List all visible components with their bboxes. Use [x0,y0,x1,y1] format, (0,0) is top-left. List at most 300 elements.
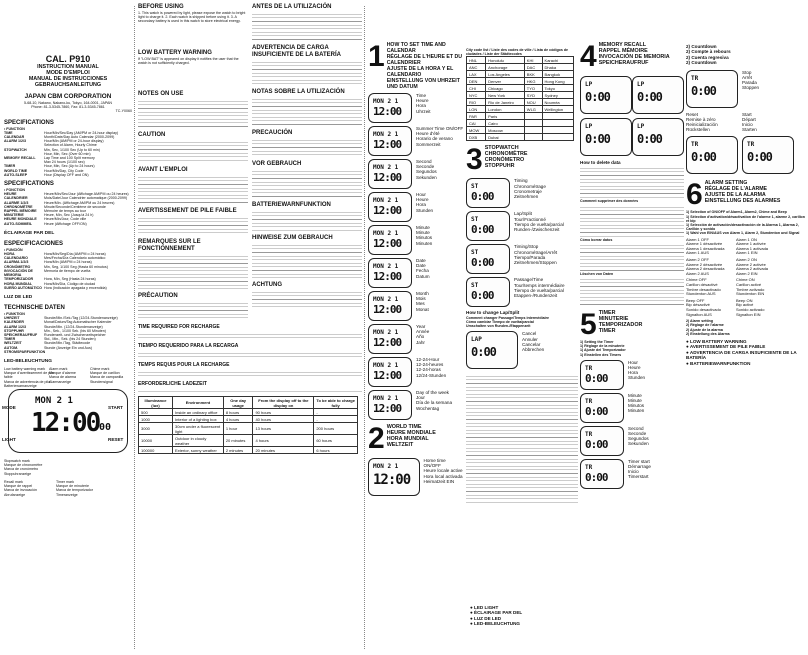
specs-de-light: LED-BELEUCHTUNG [4,358,52,364]
section-2-number: 2 [368,422,385,455]
label: Chronométrage/Arrêt [514,249,558,255]
city-cell: Nouméa [542,99,573,106]
label: Datum [416,273,430,279]
table-cell: Inside an ordinary office [173,409,224,416]
spec-label: MEMORY RECALL [4,156,36,161]
text-block [252,168,362,198]
spec-value: Stunde (Anzeige Ein und Aus) [44,345,92,350]
table-cell: 10000 [139,435,173,447]
table-cell: - [314,409,358,416]
city-row [467,64,574,71]
lcd-top: MON 2 1 [373,197,399,204]
before-using-text: 1. This watch is powered by light, please expose the watch to bright light to charge it. 2. Each watch is shipped before using it. 3. A secondary battery is used in this watch to store electrical energy. [138,11,246,24]
achtung-title: ACHTUNG [252,282,282,288]
company-name: JAPAN CBM CORPORATION [24,93,112,100]
table-row [139,416,358,423]
table-cell: 1 hour [223,423,253,435]
spec-value: Selection of Alarm, Hourly Chime [44,143,97,148]
label: Zeitnehmen/Stoppen [514,260,557,266]
label: Date [416,263,426,269]
stop-labels [742,70,759,108]
label: Timing/Stop [514,244,539,250]
label: Second [628,425,644,431]
sec5-title-es: TEMPORIZADOR [598,322,643,329]
city-cell: LON [467,106,486,113]
city-cell: DAC [524,64,542,71]
city-row [467,85,574,92]
lcd-main: 12:00 [373,336,402,349]
vor-title: VOR GEBRAUCH [252,161,302,167]
spec-row [4,173,132,177]
label: Heure [416,98,429,104]
city-row [467,71,574,78]
table-cell: 30cm under a fluorescent light [173,423,224,435]
text-block [138,350,362,358]
spec-label: KALENDER [4,320,24,325]
label-chime-es: Marca de campanilla [90,375,124,380]
spec-value: Mois/Date/Jour Calendrier automatique (2000-2099) [44,196,128,201]
column-section-4-5 [580,0,684,655]
text-block [252,289,362,309]
label: Tour/temps intermédiaire [514,282,565,288]
spec-value: Stunde/Min./Sek./Tag (12/24-Stundenanzeige) [44,316,118,321]
city-row [467,120,574,127]
step-labels [514,277,565,307]
spec-label: TIME [4,130,13,135]
label-alarm-fr: Marque d'alarme [49,371,76,376]
city-cell: NOU [524,99,542,106]
lcd-world-time [368,458,420,496]
lcd-top: MON 2 1 [373,329,399,336]
mode-button[interactable]: MODE [2,404,16,410]
city-cell: Tokyo [542,85,573,92]
lap-title-fr: Comment changer Passage/Temps intermédiaire [466,315,550,320]
spec-row [4,346,132,354]
lcd-memory: LP 0:00 [632,118,684,156]
countdown-de: 2) Countdown [686,60,717,66]
section-3-number: 3 [466,143,483,177]
lcd-step [466,211,578,241]
text-block [138,369,362,377]
sec3-title-de: STOPPUHR [484,163,515,170]
city-cell: LAX [467,71,486,78]
lcd-top: TR [585,430,593,438]
text-block [138,139,248,163]
text-block [138,388,362,394]
city-cell: Wellington [542,106,573,113]
start-labels [742,112,757,133]
lcd-countdown: TR 0:00 [686,70,738,108]
start-button[interactable]: START [108,404,123,410]
lcd-step [580,360,684,390]
lcd-top: MON 2 1 [373,98,399,105]
lcd-display [368,192,412,222]
alarm-off-labels [686,238,734,256]
label: Stunden [416,207,434,213]
lcd-memory: LP 0:00 [580,76,632,114]
alarm-off-labels [686,258,734,276]
sec3-title-es: CRONÓMETRO [484,157,525,164]
label: Chime OFF [686,277,707,283]
label: Parada [742,80,757,86]
light-button[interactable]: LIGHT [2,436,16,442]
specs-de-list [4,312,132,354]
precaution-title: PRÉCAUTION [138,293,178,300]
alarm-off-labels [686,299,734,317]
label: Alarm 2 AUS [686,270,709,276]
label: 12-24-horas [416,367,441,373]
spec-value: Min, Sec, 1/100 Sec (Up to 60 min) [44,147,100,152]
lcd-step [368,291,464,321]
city-cell: New York [486,92,525,99]
led-es: ● LUZ DE LED [470,615,502,621]
led-fr: ● ÉCLAIRAGE PAR DEL [470,610,523,616]
company-phone: Phone: 81-3-5345-7860, Fax: 81-3-5345-7861 [31,105,105,110]
city-cell: NYC [467,92,486,99]
label: Minute [628,392,642,398]
lap-title: How to change Lap/Split [466,310,520,316]
table-cell: 8 hours [223,409,253,416]
lcd-display [580,459,624,489]
label: Etappen-/Rundenzeit [514,293,558,299]
text-block [138,98,248,128]
label: Départ [742,116,756,122]
city-cell: KHI [524,57,542,64]
label: Bip activé [736,302,754,308]
alarm-step-de: 1) Wahl von EIN/AUS von Alarm 1, Alarm 2, Stundenton und Signal [686,231,800,236]
section-4-number: 4 [580,40,597,73]
label: Hour [416,192,426,197]
alarm-off-labels [686,278,734,296]
spec-value: Hour/Min (AM/PM or 24-hour display) [44,139,104,144]
precaucion-title: PRECAUCIÓN [252,130,293,136]
lcd-memory: LP 0:00 [632,76,684,114]
title-es: MANUAL DE INSTRUCCIONES [28,76,108,82]
table-row [139,423,358,435]
spec-label: ALARME 1/2/3 [4,200,29,205]
warning-en: ● LOW BATTERY WARNING [686,338,747,344]
countdown-en: 2) Countdown [686,44,717,49]
label: Time [416,93,427,98]
step-labels [416,126,463,156]
label-chime-fr: Marque de carillon [90,371,120,376]
spec-value: Hora/Min/Día, Código de ciudad [44,281,96,286]
label: Signalton EIN [736,311,761,317]
label: Alarma 1 activada [736,245,769,251]
label: Timbre desactivado [686,286,721,292]
spec-label: INVOCACIÓN DE MEMORIA [4,268,33,278]
label: Stop [742,69,752,75]
city-row [467,134,574,141]
label: Hour [628,359,638,365]
label: Runden-/Zwischenzeit [514,227,560,233]
lap-title-de: Umschalten von Runden-/Etappenzeit [466,324,531,329]
sec6-title-fr: RÉGLAGE DE L'ALARME [704,186,768,193]
spec-label: AUTO-SLEEP [4,172,28,177]
sec1-title-en: HOW TO SET TIME AND CALENDAR [386,42,446,54]
label: Alarma 1 desactivada [686,245,725,251]
step-labels [416,93,431,123]
label: Carillon désactivé [686,282,718,287]
delete-title-es: Cómo borrar datos [580,237,613,242]
label: Sekunden [416,174,437,180]
lcd-main: 0:00 [585,437,608,451]
label: Cancel [522,331,537,337]
label: Inicio [742,122,753,128]
label: Signalton AUS [686,311,712,317]
table-cell: Exterior, sunny weather [173,447,224,454]
alarm-on-labels [736,258,768,276]
spec-label: CHRONOMÈTRE [4,204,33,209]
sec2-title-de: WELTZEIT [386,442,414,448]
step-labels [416,324,429,354]
city-cell: Los Angeles [486,71,525,78]
table-cell: 1000 [139,416,173,423]
lcd-top: ST [471,282,479,290]
table-header-cell: Environment [173,397,224,409]
text-block [252,59,362,85]
label-alarm-de: Alarmanzeige [49,379,71,384]
sec5-title-de: TIMER [598,328,616,335]
led-de: ● LED-BELEUCHTUNG [470,621,520,627]
notes-title: NOTES ON USE [138,91,184,98]
table-cell: 60 hours [314,435,358,447]
spec-label: RAPPEL MÉMOIRE [4,209,37,214]
spec-value: Hora/Min/Seg/Día (AM/PM o 24 horas) [44,252,106,257]
warning-es: ● ADVERTENCIA DE CARGA INSUFICIENTE DE LA BATERÍA [686,349,797,361]
spec-label: • FONCTION [4,188,26,193]
label-stopwatch-es: Marca de cronómetro [4,467,39,472]
label-timer-de: Timeranzeige [56,492,78,497]
label: Alarme 2 désactivée [686,261,723,267]
spec-value: Month/Date/Day Auto Calendar (2000-2099) [44,135,115,140]
lcd-main: 12:00 [373,270,402,283]
spec-label: • FUNKTION [4,311,25,316]
time-recharge-title: TIME REQUIRED FOR RECHARGE [138,324,220,331]
section-1-number: 1 [368,40,385,73]
model-title [4,54,132,114]
label: Heure [628,365,641,371]
label: Sekunden [628,441,649,447]
lcd-top: MON 2 1 [373,263,399,270]
label: Seconde [628,431,647,437]
lcd-main: 12:00 [373,204,402,217]
lcd-step [368,192,464,222]
sec1-title-de: EINSTELLUNG VON UHRZEIT UND DATUM [386,78,460,90]
sec6-title-en: ALARM SETTING [704,180,748,187]
label: Alarme 2 activée [736,261,766,267]
recharge-table-header [139,397,358,409]
reset-button[interactable]: RESET [108,436,124,442]
spec-label: • FUNCTION [4,126,25,131]
label: Seconde [416,164,435,170]
text-block [138,174,248,204]
advertencia-title: ADVERTENCIA DE CARGA INSUFICIENTE DE LA BATERÍA [252,45,342,58]
spec-label: STOPPUHR [4,328,24,333]
warning-de: ● BATTERIEWARNFUNKTION [686,360,751,366]
label-timer-fr: Marque de minuterie [56,484,89,489]
label: Alarme 1 désactivée [686,241,723,247]
label-recall-de: Abrufanzeige [4,492,26,497]
lcd-step [466,178,578,208]
spec-value: Hour/Min/Sec/Day (AM/PM or 24-hour display) [44,130,119,135]
lcd-main: 12:00 [373,105,402,118]
alarm-on-labels [736,299,764,317]
lcd-step [580,393,684,423]
lcd-main: 12:00 [373,303,402,316]
city-cell: PAR [467,113,486,120]
column-specs [4,0,132,655]
label: Minutos [628,403,645,409]
divider [134,6,135,649]
delete-title-de: Löschen von Daten [580,271,614,276]
lcd-main: 12:00 [373,171,402,184]
remarques-title: REMARQUES SUR LE FONCTIONNEMENT [138,239,201,253]
lcd-display [368,291,412,321]
label-stopwatch-de: Stoppuhranzeige [4,471,32,476]
table-cell: 6 hours [314,447,358,454]
model-number: CAL. P910 [45,54,91,64]
label-recall-en: Recall mark [4,479,23,484]
spec-label: UHRZEIT [4,316,20,321]
label: Heure d'été [416,131,440,137]
spec-label: AUTO-SOMMEIL [4,221,33,226]
title-de: GEBRAUCHSANLEITUNG [34,82,102,88]
step-labels [416,390,452,420]
doc-code: TC-Y0060 [115,109,132,114]
lcd-display [580,360,624,390]
notes-left [138,0,248,320]
city-cell: Honolulu [486,57,525,64]
lcd-display [466,178,510,208]
label: Timer start [628,458,650,464]
label: Bip désactivé [686,302,710,308]
text-block [252,137,362,157]
lcd-main: 0:00 [471,289,494,303]
spec-value: Heure, Min, Sec (Jusqu'à 24 h) [44,213,94,218]
label: Start [742,111,752,117]
column-section-3 [466,0,578,655]
step-labels [416,159,437,189]
text-block [252,209,362,231]
lap-text-block [466,373,578,503]
label: Cronometraje [514,188,542,194]
label-timer-en: Timer mark [56,479,75,484]
spec-label: WORLD TIME [4,168,28,173]
lcd-display [368,159,412,189]
city-cell: TYO [524,85,542,92]
lcd-step [466,277,578,307]
spec-label: ALARM 1/2/3 [4,324,26,329]
alarm2-en: 2) Alarm setting [686,319,714,324]
specs-de-title: TECHNISCHE DATEN [4,304,65,311]
city-cell: Moscow [486,127,525,134]
spec-value: Heure/Min/Sec/Jour (Affichage AM/PM ou 24 heures) [44,192,129,197]
watch-lcd-main: 12:00 [31,407,100,438]
table-header-cell: Illuminance (lux) [139,397,173,409]
spec-value: Hour, Min, Sec (Over 60 min) [44,151,91,156]
lcd-display [580,426,624,456]
lcd-display [466,211,510,241]
sec4-title-en: MEMORY RECALL [598,42,647,48]
sec4-title-fr: RAPPEL MÉMOIRE [598,48,648,54]
label: Sonido activado [736,306,765,312]
table-cell: 2 minutes [223,447,253,454]
city-cell: SYD [524,92,542,99]
spec-value: Std., Min., Sek. (bis 24 Stunden) [44,337,96,342]
alarm-on-labels [736,278,764,296]
spec-value: Max 24 hours (1/100 sec) [44,160,85,165]
lcd-main: 12:00 [373,369,402,382]
label-alarm-es: Marca de alarma [49,375,76,380]
step-labels [628,426,649,456]
city-cell: CHI [467,85,486,92]
text-block [580,165,684,199]
spec-label: AUTOM. STROMSPARFUNKTION [4,345,46,354]
lap-title-es: Cómo cambiar Tiempo de vuelta/parcial [466,320,534,325]
spec-value: Mémoire de temps au tour [44,209,86,214]
table-cell: 500 [139,409,173,416]
lcd-step [580,459,684,489]
text-block [252,96,362,126]
warning-fr: ● AVERTISSEMENT DE PILE FAIBLE [686,344,766,350]
label: Timbre activado [736,286,765,292]
label: Home time ON/OFF [423,458,446,469]
city-row [467,92,574,99]
text-block [252,242,362,278]
city-cell: HKG [524,78,542,85]
table-cell: 3000 [139,423,173,435]
column-notes [138,0,362,655]
spec-row [4,286,132,290]
city-cell: Hong Kong [542,78,573,85]
spec-label: MINUTERIE [4,213,24,218]
lcd-display [368,225,412,255]
label: Stunden [628,375,646,381]
step-labels [416,192,433,222]
sec1-title-es: AJUSTE DE LA HORA Y EL CALENDARIO [386,66,454,78]
city-cell [542,113,573,120]
spec-value: Hora (Indicación apagada y encendida) [44,285,107,290]
countdown-fr: 2) Compte à rebours [686,49,731,55]
label: Chime ON [736,277,755,283]
table-cell: 4 hours [223,416,253,423]
divider [364,6,365,649]
label-timer-es: Marca de temporizador [56,488,93,493]
filler [138,24,248,46]
label: Alarm 1 EIN [736,250,758,256]
city-cell [524,127,542,134]
label: Minute [416,230,430,236]
label: Date [416,258,426,263]
spec-value: Heure/Min/Jour, Code ville [44,217,87,222]
lcd-top: MON 2 1 [373,463,399,470]
text-block [580,276,684,306]
label: Alarm 1 AUS [686,250,709,256]
city-row [467,78,574,85]
spec-label: CALENDRIER [4,196,28,201]
step-labels [416,357,446,387]
spec-value: Rundenzeit- und Zwischenzeitspeicher [44,332,106,337]
sec2-title-en: WORLD TIME [386,424,422,430]
specs-fr-light: ÉCLAIRAGE PAR DEL [4,230,55,236]
label: Beep ON [736,297,753,303]
avert-title: AVERTISSEMENT DE PILE FAIBLE [138,208,237,215]
label: Tiempo/Parada [514,254,546,260]
table-row [139,435,358,447]
label: Alarm 1 ON [736,236,757,242]
delete-title: How to delete data [580,160,621,165]
